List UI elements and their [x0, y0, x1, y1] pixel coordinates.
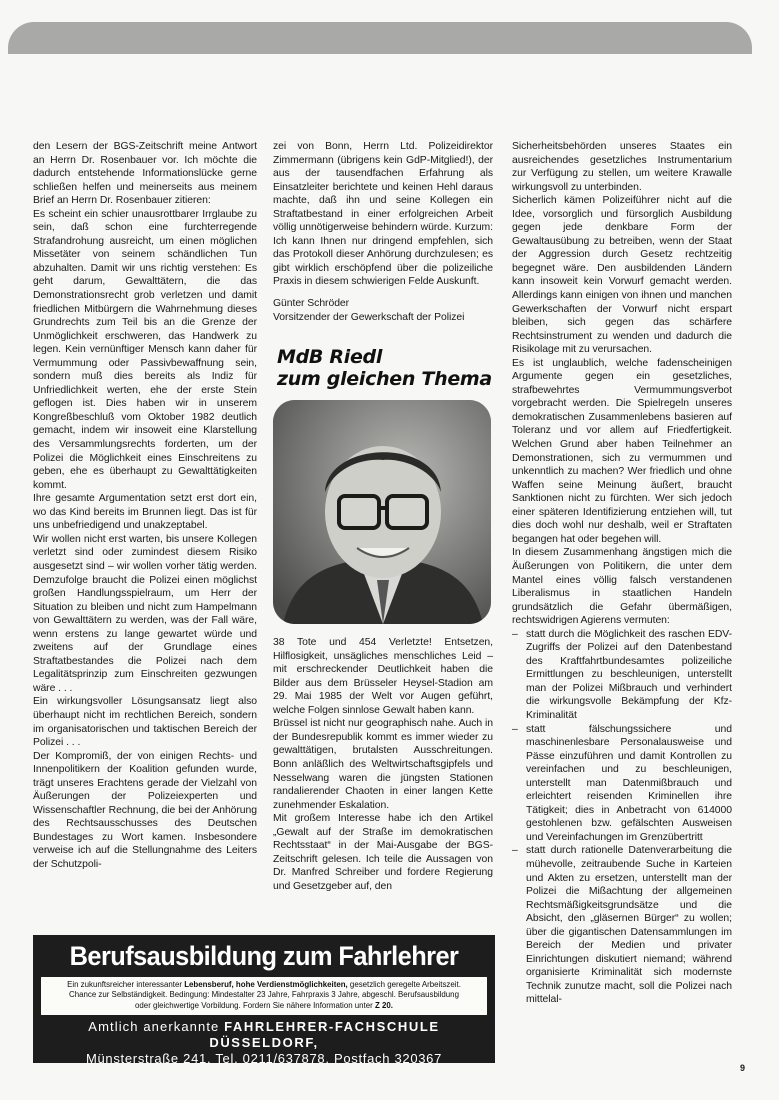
- page-number: 9: [740, 1063, 746, 1073]
- paragraph: Sicherlich kämen Polizeiführer nicht auf die Idee, vorsorglich und fürsorglich Ausbildung gegen jede denkbare Form der Gewaltausübung zu betreiben, wenn der Staat der Aggression durch Gesetz rechtzeitig begegnet wäre. Den ausbildenden Ländern kann insoweit kein Vorwurf gemacht werden. Allerdings kann einigen von ihnen und manchen Gewerkschaften der Vorwurf nicht erspart bleiben, sich gegen das schärfere Rechtsinstrument zu wenden und dadurch die Risikolage mit zu verursachen.: [512, 195, 732, 356]
- paragraph: Wir wollen nicht erst warten, bis unsere Kollegen verletzt sind oder zumindest diesem Risiko ausgesetzt sind – wir wollen vorher tätig werden. Demzufolge braucht die Polizei einen möglichst großen Handlungsspielraum, um Herr der Situation zu bleiben und nicht zum Hampelmann von Gewalttätern zu werden, was der Fall wäre, wenn erstens zu lange gewartet würde und zweitens auf der Grundlage eines Straftatbestandes die Polizei nach dem Legalitätsprinzip zum Einschreiten gezwungen wäre . . .: [33, 533, 257, 694]
- heading-line-1: MdB Riedl: [277, 346, 383, 369]
- bullet-list: [512, 628, 732, 1007]
- paragraph: Ihre gesamte Argumentation setzt erst dort ein, wo das Kind bereits im Brunnen liegt. Das ist für uns unbefriedigend und unakzeptabel.: [33, 493, 257, 532]
- ad-school-prefix: Amtlich anerkannte: [88, 1019, 225, 1034]
- paragraph: Sicherheitsbehörden unseres Staates ein ausreichendes gesetzliches Instrumentarium zur Verfügung zu stellen, um weitere Krawalle wirkungsvoll zu unterbinden.: [512, 141, 732, 193]
- paragraph: Der Kompromiß, der von einigen Rechts- und Innenpolitikern der Koalition gefunden wurde, trägt unseres Erachtens gerade der Vielzahl von Äußerungen der Polizeiexperten und Wissenschaftler Rechnung, die bei der Anhörung des Rechtsausschusses des Deutschen Bundestages zu Wort kamen. Insbesondere verweise ich auf die Stellungnahme des Leiters der Schutzpoli-: [33, 750, 257, 870]
- ad-text: Ein zukunftsreicher interessanter: [67, 980, 185, 989]
- signature-title: Vorsitzender der Gewerkschaft der Polizei: [273, 311, 465, 323]
- list-item: – statt durch die Möglichkeit des raschen EDV-Zugriffs der Polizei auf den Datenbestand des Kraftfahrtbundesamtes polizeiliche Ermittlungen zu beschleunigen, unterstellt man der Polizei Mißbrauch und verhindert die wirkungsvolle Bekämpfung der Kfz-Kriminalität: [512, 628, 732, 723]
- ad-code: Z 20.: [374, 1000, 393, 1010]
- paragraph: In diesem Zusammenhang ängstigen mich die Äußerungen von Politikern, die unter dem Mantel eines völlig falsch verstandenen Liberalismus in staatlichen Handeln grundsätzlich die Gefahr übermäßigen, rechtswidrigen Agierens vermuten:: [512, 547, 732, 627]
- column-1: [33, 140, 257, 872]
- ad-school-name: FAHRLEHRER-FACHSCHULE DÜSSELDORF,: [209, 1019, 440, 1050]
- ad-text: gesetzlich geregelte Arbeitszeit.: [347, 980, 461, 989]
- list-item: – statt fälschungssichere und maschinenlesbare Personalausweise und Pässe einzuführen und damit Kontrollen zu vereinfachen und zu beschleunigen, unterstellt man Datenmißbrauch und erleichtert reisenden Kriminellen ihre Tätigkeit; dies in Anbetracht von 614000 gestohlenen bzw. gefälschten Ausweisen und Vereinfachungen im Grenzübertritt: [512, 723, 732, 845]
- ad-text-bold: Lebensberuf, hohe Verdienstmöglichkeiten,: [184, 980, 348, 989]
- paragraph: Brüssel ist nicht nur geographisch nahe. Auch in der Bundesrepublik kommt es immer wieder zu gewalttätigen, brutalsten Ausschreitungen. Bonn anläßlich des Weltwirtschaftsgipfels und Nesselwang waren die jüngsten Stationen randalierender Chaoten in einer langen Kette zunehmender Eskalation.: [273, 718, 493, 811]
- ad-address: Münsterstraße 241, Tel. 0211/637878, Postfach 320367: [85, 1051, 443, 1066]
- advertisement: [33, 935, 495, 1066]
- header-band: [8, 22, 752, 54]
- portrait-photo: [273, 400, 491, 624]
- ad-text: Chance zur Selbständigkeit. Bedingung: Mindestalter 23 Jahre, Fahrpraxis 3 Jahre, abgeschl. Berufsausbildung: [69, 990, 459, 1000]
- paragraph: Ein wirkungsvoller Lösungsansatz liegt also überhaupt nicht im rechtlichen Bereich, sondern im organisatorischen und taktischen Bereich der Polizei . . .: [33, 696, 257, 749]
- list-item: – statt durch rationelle Datenverarbeitung die mühevolle, zeitraubende Suche in Karteien und Akten zu ersetzen, unterstellt man der Polizei die Mißachtung der allgemeinen Rechtsmäßigkeitsgrundsätze und die Absicht, den „gläsernen Bürger“ zu wollen; über die gigantischen Datensammlungen im Bereich der Medien und privater Einrichtungen diskutiert niemand; während organisierte Kriminalität sich modernste Technik zunutze macht, soll die Polizei nach mittelal-: [512, 844, 732, 1007]
- paragraph: Es ist unglaublich, welche fadenscheinigen Argumente gegen ein gesetzliches, strafbewehrtes Vermummungsverbot vorgebracht werden. Die Spielregeln unseres demokratischen Zusammenlebens basieren auf Toleranz und vor allem auf Friedfertigkeit. Welchen Grund aber haben Teilnehmer an Demonstrationen, sich zu vermummen und unkenntlich zu machen? Wer friedlich und ohne Waffen seine Meinung äußert, braucht Sanktionen nicht zu fürchten. Wer sich jedoch einer späteren Identifizierung entziehen will, tut dies doch wohl nur deshalb, weil er Straftaten begangen hat oder begehen will.: [512, 357, 732, 545]
- paragraph: Mit großem Interesse habe ich den Artikel „Gewalt auf der Straße im demokratischen Rechtsstaat“ in der Mai-Ausgabe der BGS-Zeitschrift gelesen. Ich teile die Aussagen von Dr. Manfred Schreiber und fordere Regierung und Gesetzgeber auf, den: [273, 813, 493, 892]
- ad-school: [33, 1019, 495, 1051]
- paragraph: zei von Bonn, Herrn Ltd. Polizeidirektor Zimmermann (übrigens kein GdP-Mitglied!), der aus der tausendfachen Erfahrung als Einsatzleiter berichtete und keinen Hehl daraus machte, daß ihn und seine Kollegen ein Straftatbestand in einer erfolgreichen Arbeit völlig unnötigerweise behindern würde. Kurzum: Ich kann Ihnen nur dringend empfehlen, sich das Protokoll dieser Anhörung durchzulesen; es gibt wirklich erschöpfend über die polizeiliche Praxis in diesem schwierigen Felde Auskunft.: [273, 141, 493, 288]
- signature-name: Günter Schröder: [273, 298, 350, 310]
- section-heading: [277, 346, 493, 390]
- paragraph: Es scheint ein schier unausrottbarer Irrglaube zu sein, daß schon eine furchterregende Strafandrohung ausreicht, um einen möglichen Missetäter von seinem schändlichen Tun abzuhalten. Damit wir uns richtig verstehen: Es geht darum, Gewalttätern, die das Demonstrationsrecht grob verletzen und damit friedlichen Mitbürgern die Wahrnehmung dieses Grundrechts zum Teil bis an die Grenze der Unmöglichkeit erschweren, das Handwerk zu legen. Kein vernünftiger Mensch kann daher für Vermummung oder Passivbewaffnung sein, sondern muß dies bereits als Indiz für Unfriedlichkeit werten, ehe der erste Stein geflogen ist. Dies haben wir in unserem Kongreßbeschluß vom Oktober 1982 deutlich gemacht, indem wir insoweit eine Klarstellung des Versammlungsrechts forderten, um der Polizei die Möglichkeit eines Einschreitens zu geben, ehe es überhaupt zu Gewalttätigkeiten kommt.: [33, 208, 257, 491]
- heading-line-2: zum gleichen Thema: [277, 368, 492, 391]
- paragraph: den Lesern der BGS-Zeitschrift meine Antwort an Herrn Dr. Rosenbauer vor. Ich möchte die dadurch entstehende Informationslücke gerne schließen helfen und meinerseits aus meinem Brief an Herrn Dr. Rosenbauer zitieren:: [33, 141, 257, 207]
- ad-description: [41, 977, 487, 1015]
- column-2: [273, 140, 493, 894]
- ad-headline: Berufsausbildung zum Fahrlehrer: [69, 941, 459, 971]
- ad-text: oder gleichwertige Vorbildung. Fordern Sie nähere Information unter: [135, 1000, 375, 1010]
- paragraph: 38 Tote und 454 Verletzte! Entsetzen, Hilflosigkeit, unsägliches menschliches Leid – mit erschreckender Deutlichkeit haben die Bilder aus dem Brüsseler Heysel-Stadion am 29. Mai 1985 der Welt vor Augen geführt, welche Folgen sinnlose Gewalt haben kann.: [273, 637, 493, 716]
- column-3: [512, 140, 732, 1007]
